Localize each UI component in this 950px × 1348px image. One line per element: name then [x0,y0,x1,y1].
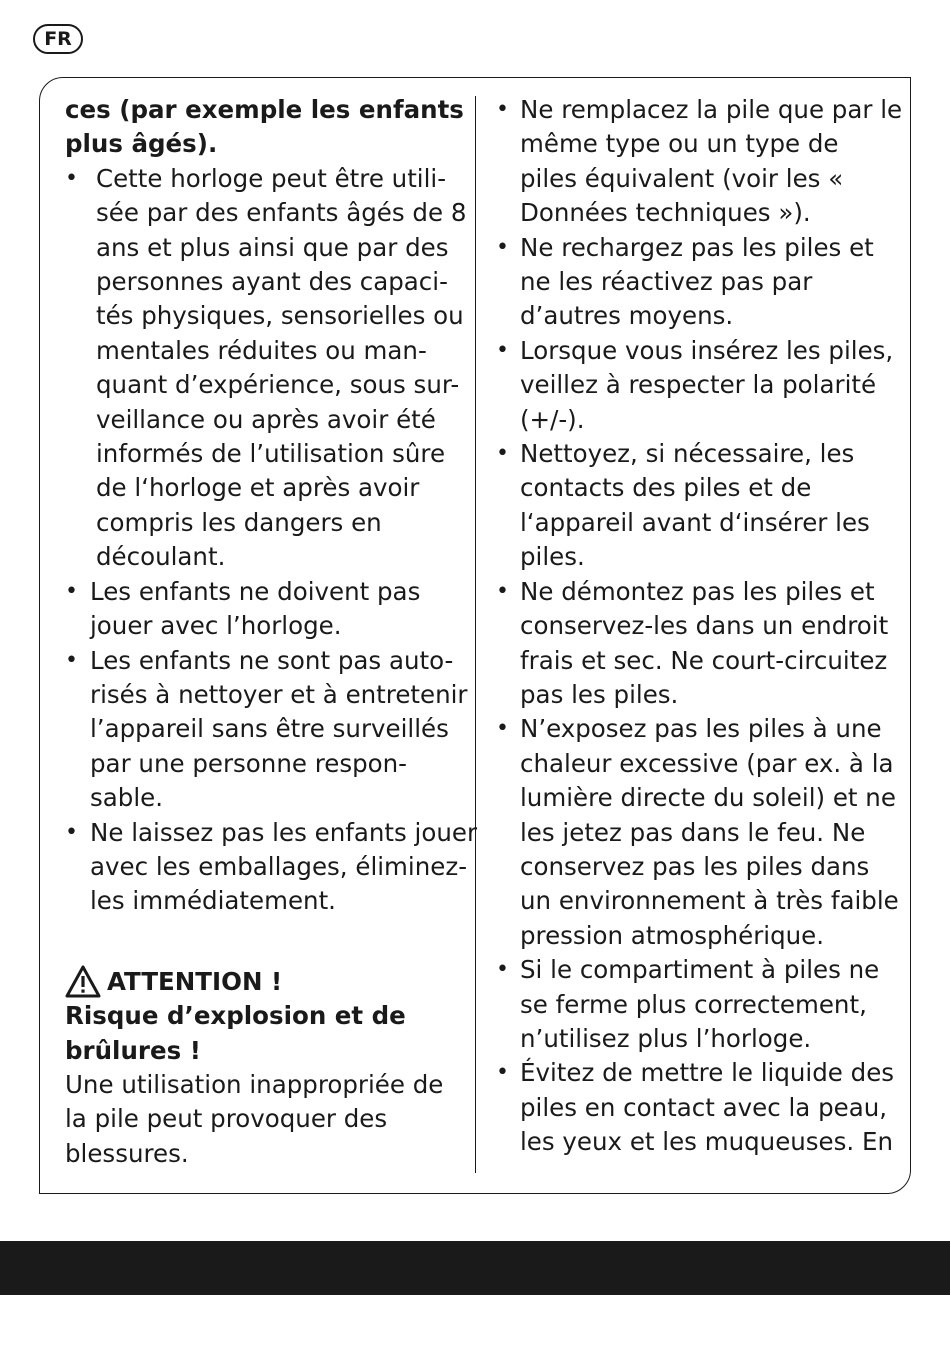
bullet-icon: • [65,647,78,673]
right-bullet-list [496,93,903,1160]
list-item-text: Ne démontez pas les piles et conservez-les dans un endroit frais et sec. Ne court-circuitez pas les piles. [520,576,889,709]
list-item [496,712,899,953]
footer-bar [0,1241,950,1295]
bullet-icon: • [65,578,78,604]
list-item-text: Les enfants ne doivent pas jouer avec l’horloge. [90,576,421,641]
bullet-icon: • [65,165,78,191]
warning-heading [65,965,460,999]
list-item [65,816,478,919]
bullet-icon: • [496,957,509,983]
list-item [496,437,896,575]
bullet-icon: • [496,337,509,363]
list-item-text: Nettoyez, si nécessaire, les contacts des piles et de l‘appareil avant d‘insérer les piles. [520,439,870,572]
left-bullet-list [65,162,478,919]
list-item-text: Ne laissez pas les enfants jouer avec les emballages, éliminez- les immédiatement. [90,817,478,916]
list-item-text: Si le compartiment à piles ne se ferme plus correctement, n’utilisez plus l’horloge. [520,955,880,1053]
list-item-text: Ne remplacez la pile que par le même type ou un type de piles équivalent (voir les « Données techniques »). [520,95,903,228]
list-item-text: Ne rechargez pas les piles et ne les réactivez pas par d’autres moyens. [520,232,874,331]
bullet-icon: • [496,578,509,604]
bullet-icon: • [496,441,509,467]
bullet-icon: • [65,819,78,845]
list-item [496,93,903,231]
list-item [496,334,896,437]
list-item-text: Cette horloge peut être utili- sée par des enfants âgés de 8 ans et plus ainsi que par des personnes ayant des capaci- tés physiques, sensorielles ou mentales réduites ou man- quant d’expérience, sous sur- veillance ou après avoir été informés de l’utilisation sûre de l‘horloge et après avoir compris les dangers en découlant. [96,163,467,572]
right-column [496,93,903,1160]
list-item [65,162,467,575]
list-item-text: N’exposez pas les piles à une chaleur excessive (par ex. à la lumière directe du soleil) et ne les jetez pas dans le feu. Ne conservez pas les piles dans un environnement à très faible pression atmosphérique. [520,714,899,950]
list-item-text: Lorsque vous insérez les piles, veillez à respecter la polarité (+/-). [520,335,894,434]
section-spacer [65,919,460,965]
list-item-text: Évitez de mettre le liquide des piles en contact avec la peau, les yeux et les muqueuses. En [520,1058,895,1157]
list-item [496,575,896,713]
warning-triangle-icon [65,965,101,999]
column-divider [475,96,476,1173]
list-item [65,575,460,644]
bullet-icon: • [496,97,509,122]
list-item-text: Les enfants ne sont pas auto- risés à nettoyer et à entretenir l’appareil sans être surveillés par une personne respon- sable. [90,645,468,813]
language-badge: FR [33,24,83,54]
bullet-icon: • [496,1060,509,1086]
bullet-icon: • [496,716,509,742]
warning-subtitle: Risque d’explosion et de brûlures ! [65,1001,406,1065]
left-column [65,93,478,1171]
list-item [496,231,896,334]
list-item [496,1056,896,1159]
bullet-icon: • [496,234,509,260]
intro-text: ces (par exemple les enfants plus âgés). [65,95,464,159]
list-item [65,644,468,816]
list-item [496,953,896,1056]
warning-label: ATTENTION ! [107,966,283,996]
warning-body: Une utilisation inappropriée de la pile peut provoquer des blessures. [65,1069,444,1168]
